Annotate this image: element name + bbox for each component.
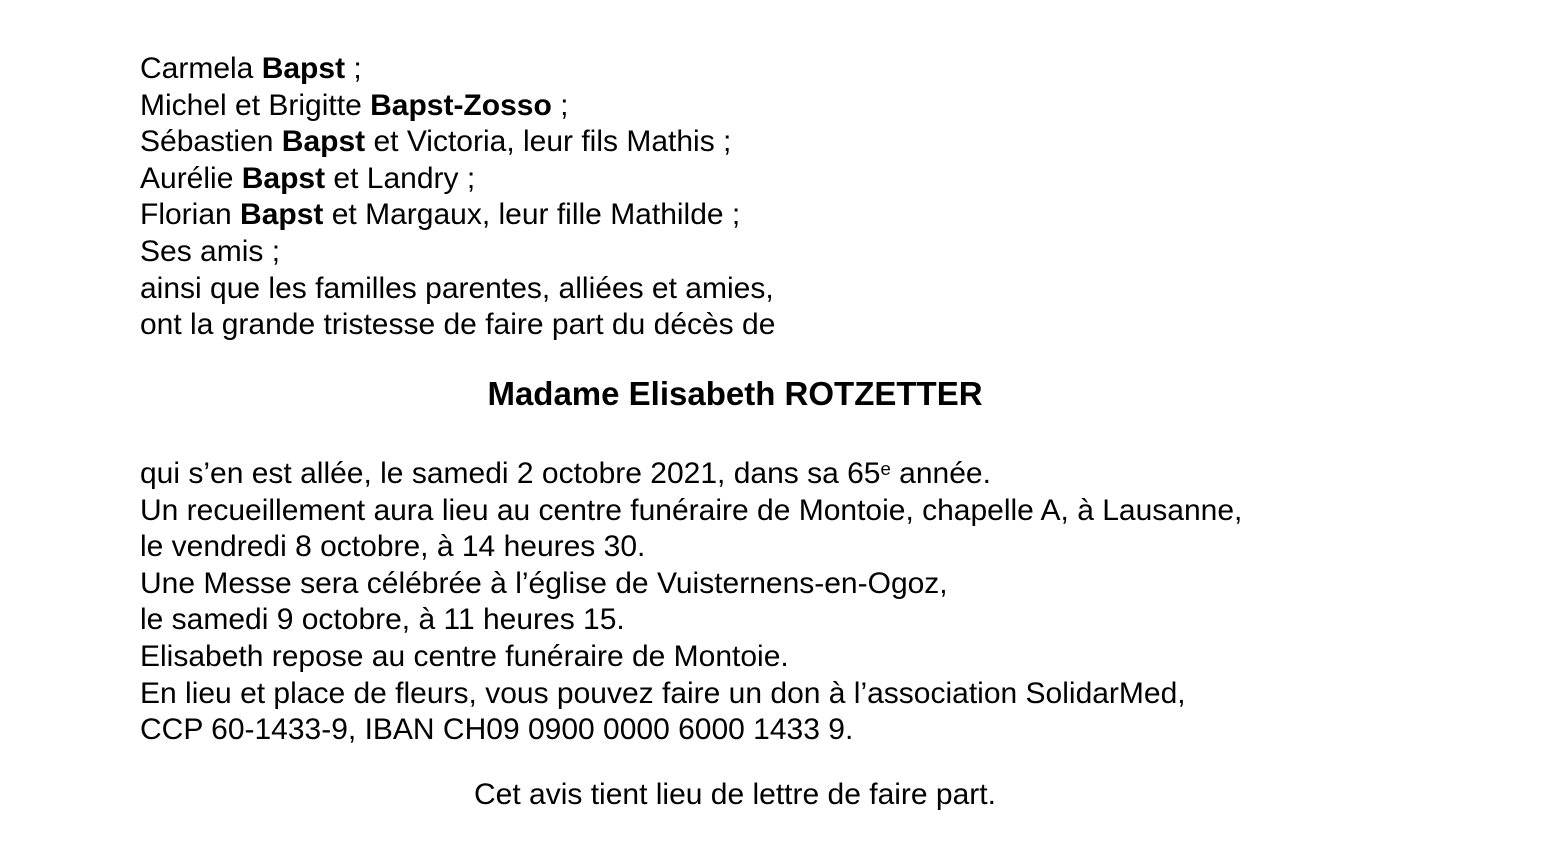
text-line xyxy=(140,88,1330,125)
family-name-bold: Bapst-Zosso xyxy=(370,88,552,122)
text-line xyxy=(140,161,1330,198)
text-segment: Carmela xyxy=(140,52,262,85)
deceased-name-title: Madame Elisabeth ROTZETTER xyxy=(487,375,983,412)
text-line xyxy=(140,51,1330,88)
text-line xyxy=(140,271,1330,308)
text-segment: Une Messe sera célébrée à l’église de Vuisternens-en-Ogoz, xyxy=(140,566,948,600)
text-segment: et Landry ; xyxy=(325,161,476,195)
family-names-paragraph xyxy=(140,51,1330,344)
text-segment: le samedi 9 octobre, à 11 heures 15. xyxy=(140,603,625,637)
text-segment: le vendredi 8 octobre, à 14 heures 30. xyxy=(140,530,646,564)
text-line xyxy=(140,307,1330,344)
closing-line: Cet avis tient lieu de lettre de faire part. xyxy=(474,778,996,811)
text-line xyxy=(140,234,1330,271)
family-name-bold: Bapst xyxy=(240,198,324,232)
text-segment: Sébastien xyxy=(140,125,282,159)
text-segment: année. xyxy=(890,457,991,490)
ordinal-superscript: e xyxy=(880,457,891,479)
text-segment: ; xyxy=(345,52,362,85)
text-segment: ont la grande tristesse de faire part du décès de xyxy=(140,308,776,342)
text-segment: Elisabeth repose au centre funéraire de Montoie. xyxy=(140,639,789,673)
family-name-bold: Bapst xyxy=(241,161,326,195)
text-line xyxy=(140,197,1330,234)
text-segment: En lieu et place de fleurs, vous pouvez faire un don à l’association SolidarMed, xyxy=(140,676,1186,710)
text-line xyxy=(140,529,1330,566)
text-segment: ainsi que les familles parentes, alliées et amies, xyxy=(140,271,774,305)
text-segment: et Margaux, leur fille Mathilde ; xyxy=(323,198,741,232)
text-segment: Michel et Brigitte xyxy=(140,88,371,122)
text-segment: Florian xyxy=(140,198,241,232)
text-segment: Un recueillement aura lieu au centre funéraire de Montoie, chapelle A, à Lausanne, xyxy=(140,493,1243,527)
text-line xyxy=(140,493,1330,530)
text-line xyxy=(140,676,1330,713)
text-line xyxy=(140,712,1330,749)
text-line xyxy=(140,124,1330,161)
text-line xyxy=(140,602,1330,639)
text-line xyxy=(140,639,1330,676)
family-name-bold: Bapst xyxy=(261,52,346,85)
text-segment: CCP 60-1433-9, IBAN CH09 0900 0000 6000 1433 9. xyxy=(140,713,854,747)
text-segment: qui s’en est allée, le samedi 2 octobre 2021, dans sa 65 xyxy=(140,457,881,490)
text-segment: Ses amis ; xyxy=(140,234,281,268)
funeral-details-paragraph xyxy=(140,456,1330,749)
text-segment: ; xyxy=(551,88,569,122)
text-segment: Aurélie xyxy=(140,161,242,195)
family-name-bold: Bapst xyxy=(281,125,366,159)
text-line xyxy=(140,456,1330,493)
text-line xyxy=(140,566,1330,603)
text-segment: et Victoria, leur fils Mathis ; xyxy=(365,125,732,159)
